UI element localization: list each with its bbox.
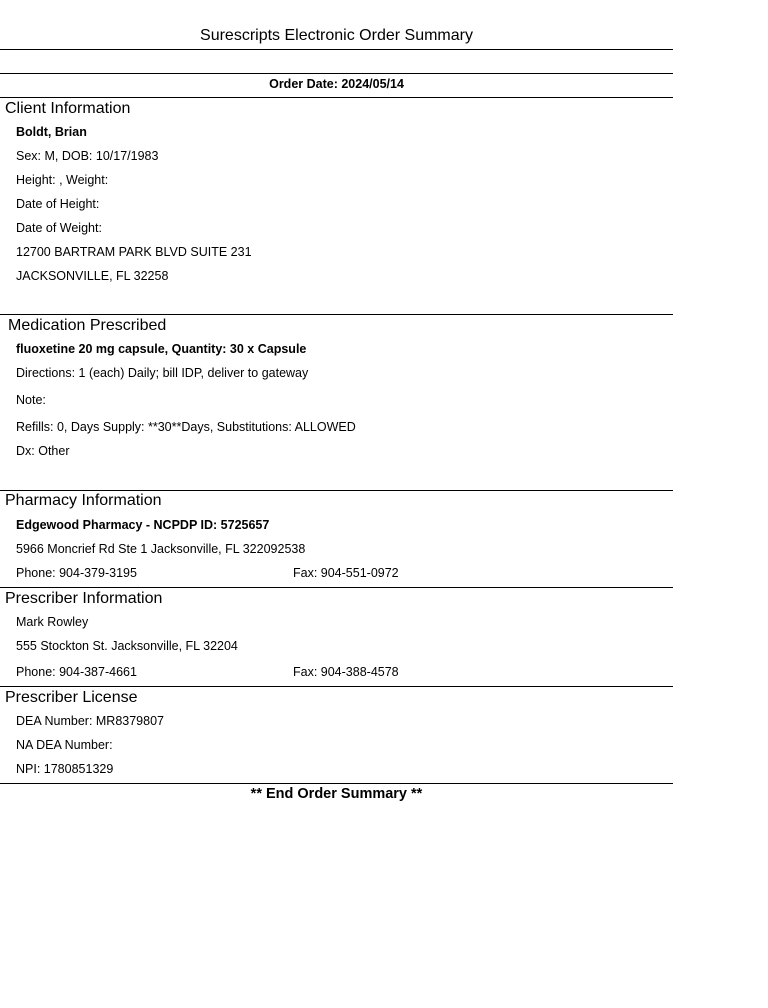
divider: [0, 490, 673, 491]
client-height-weight: Height: , Weight:: [16, 173, 109, 187]
divider: [0, 49, 673, 50]
section-heading-license: Prescriber License: [5, 689, 138, 706]
medication-note: Note:: [16, 393, 46, 407]
license-na-dea: NA DEA Number:: [16, 738, 113, 752]
client-date-of-weight: Date of Weight:: [16, 221, 102, 235]
section-heading-client: Client Information: [5, 100, 131, 117]
divider: [0, 783, 673, 784]
client-sex-dob: Sex: M, DOB: 10/17/1983: [16, 149, 159, 163]
divider: [0, 686, 673, 687]
medication-drug: fluoxetine 20 mg capsule, Quantity: 30 x Capsule: [16, 342, 307, 356]
medication-dx: Dx: Other: [16, 444, 70, 458]
divider: [0, 587, 673, 588]
pharmacy-name: Edgewood Pharmacy - NCPDP ID: 5725657: [16, 518, 270, 532]
medication-refills: Refills: 0, Days Supply: **30**Days, Substitutions: ALLOWED: [16, 420, 356, 434]
client-date-of-height: Date of Height:: [16, 197, 100, 211]
divider: [0, 97, 673, 98]
section-heading-pharmacy: Pharmacy Information: [5, 492, 162, 509]
client-address-line1: 12700 BARTRAM PARK BLVD SUITE 231: [16, 245, 252, 259]
divider: [0, 314, 673, 315]
order-date: Order Date: 2024/05/14: [269, 77, 404, 91]
pharmacy-address: 5966 Moncrief Rd Ste 1 Jacksonville, FL 322092538: [16, 542, 306, 556]
medication-directions: Directions: 1 (each) Daily; bill IDP, deliver to gateway: [16, 366, 309, 380]
section-heading-prescriber: Prescriber Information: [5, 590, 163, 607]
prescriber-address: 555 Stockton St. Jacksonville, FL 32204: [16, 639, 238, 653]
prescriber-phone: Phone: 904-387-4661: [16, 665, 137, 679]
document-title: Surescripts Electronic Order Summary: [200, 27, 473, 44]
license-npi: NPI: 1780851329: [16, 762, 114, 776]
client-address-line2: JACKSONVILLE, FL 32258: [16, 269, 169, 283]
divider: [0, 73, 673, 74]
client-name: Boldt, Brian: [16, 125, 87, 139]
prescriber-name: Mark Rowley: [16, 615, 89, 629]
prescriber-fax: Fax: 904-388-4578: [293, 665, 399, 679]
end-of-summary: ** End Order Summary **: [250, 786, 423, 802]
section-heading-medication: Medication Prescribed: [8, 317, 167, 334]
license-dea: DEA Number: MR8379807: [16, 714, 164, 728]
pharmacy-phone: Phone: 904-379-3195: [16, 566, 137, 580]
pharmacy-fax: Fax: 904-551-0972: [293, 566, 399, 580]
